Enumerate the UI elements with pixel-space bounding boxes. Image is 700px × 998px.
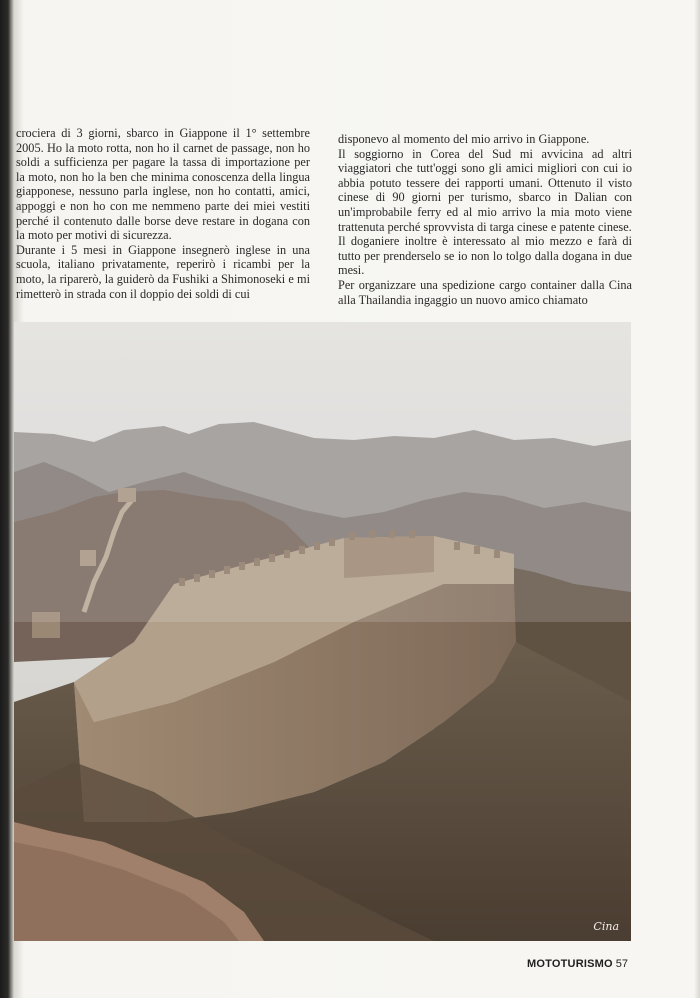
paragraph: Il doganiere inoltre è interessato al mio mezzo e farà di tutto per prenderselo se io non lo tolgo dalla dogana in due mesi. [338,234,632,278]
paragraph: Per organizzare una spedizione cargo container dalla Cina alla Thailandia ingaggio un nuovo amico chiamato [338,277,632,307]
haze [14,322,631,622]
page-number: 57 [615,958,628,970]
paragraph: Durante i 5 mesi in Giappone insegnerò inglese in una scuola, italiano privatamente, reperirò i ricambi per la moto, la riparerò, la guiderò da Fushiki a Shimonoseki e mi rimetterò in strada con il doppio dei soldi di cui [16,242,310,301]
page-edge [694,0,700,998]
paragraph: crociera di 3 giorni, sbarco in Giappone il 1° settembre 2005. Ho la moto rotta, non ho il carnet de passage, non ho soldi a sufficienza per pagare la tassa di importazione per la moto, non ho la ben che minima conoscenza della lingua giapponese, nessuno parla inglese, non ho contatti, amici, appoggi e non ho con me nemmeno parte dei miei vestiti perché il contenuto dalle borse deve restare in dogana con la moto per motivi di sicurezza. [16,126,310,243]
article-text [16,126,632,326]
magazine-name: MOTOTURISMO [527,958,613,970]
photo-illustration [14,322,631,941]
page-footer [527,958,628,970]
paragraph: Il soggiorno in Corea del Sud mi avvicina ad altri viaggiatori che tutt'oggi sono gli amici migliori con cui io abbia potuto tessere dei rapporti umani. Ottenuto il visto cinese di 90 giorni per turismo, sbarco in Dalian con un'improbabile ferry ed al mio arrivo la mia moto viene trattenuta perché sprovvista di targa cinese e patente cinese. [338,146,632,234]
text-column-left [16,126,310,301]
great-wall-photo [14,322,631,941]
text-column-right [338,132,632,307]
photo-caption: Cina [593,920,619,933]
paragraph: disponevo al momento del mio arrivo in Giappone. [338,132,590,146]
